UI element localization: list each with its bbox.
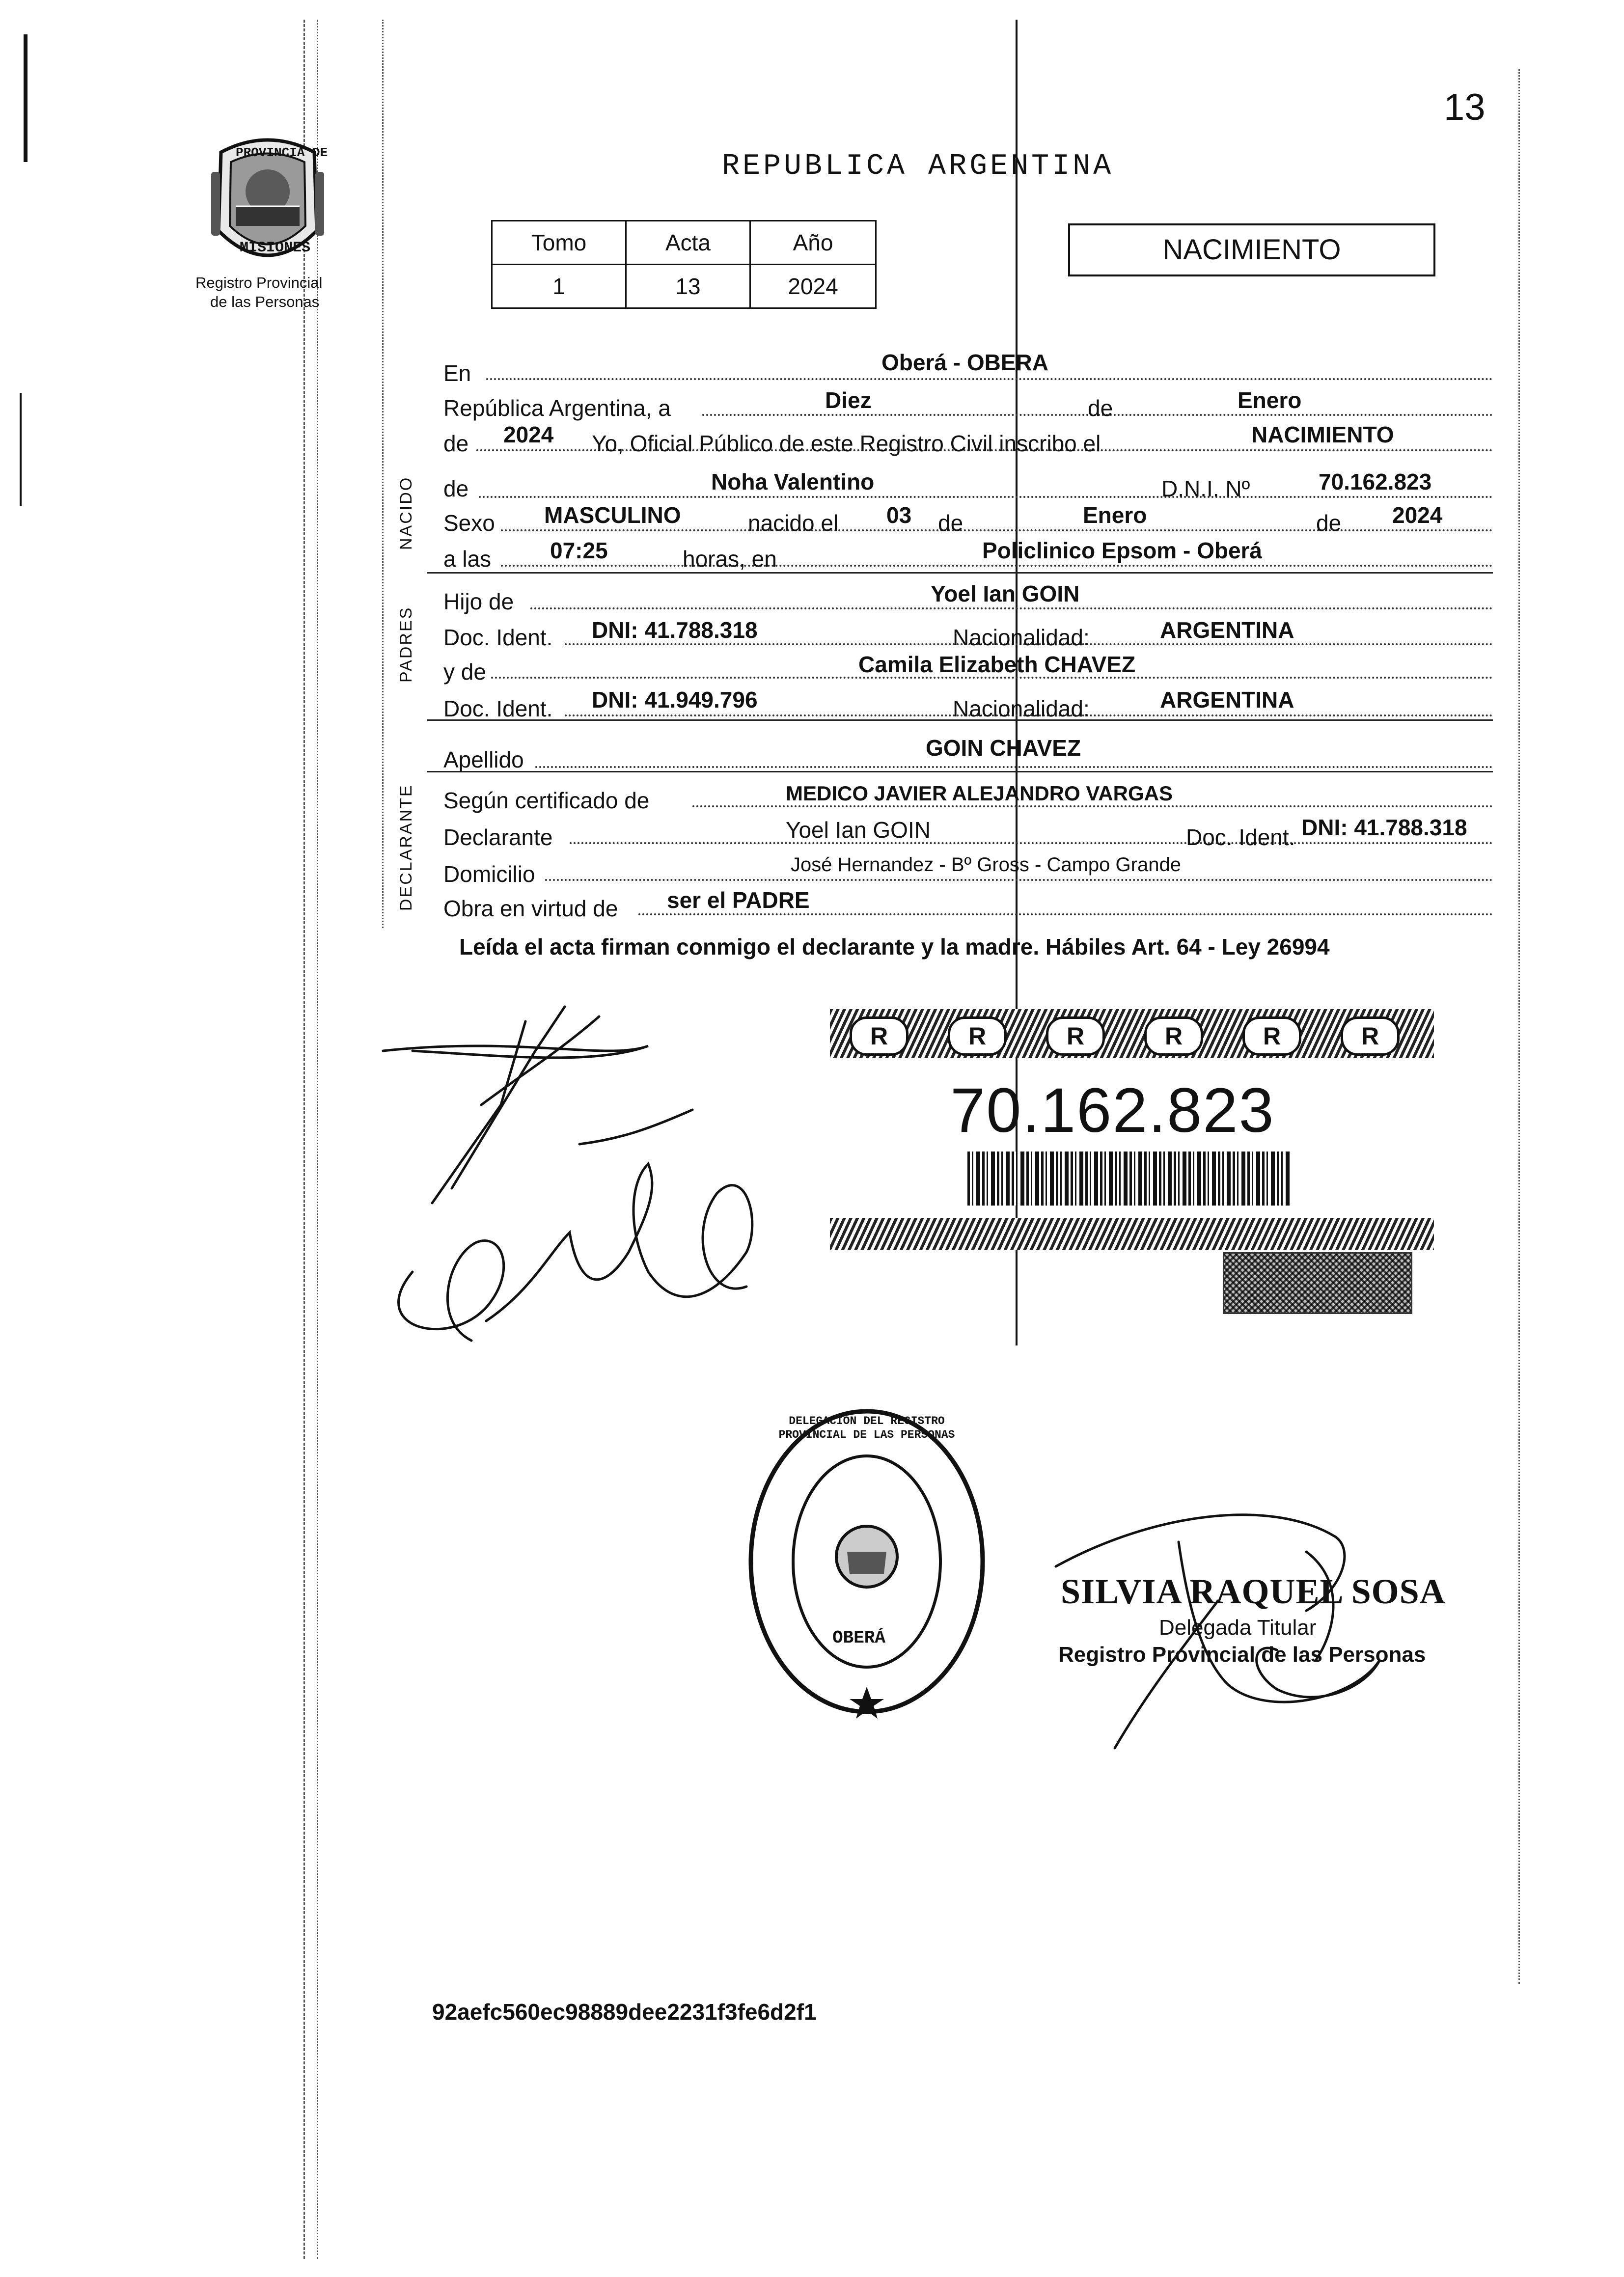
- margin-mark-left: [24, 34, 28, 162]
- row-line: [638, 913, 1493, 915]
- r-mark-badge: R: [1144, 1016, 1203, 1056]
- emblem-caption-2: de las Personas: [210, 293, 320, 310]
- label-apellido: Apellido: [443, 747, 524, 772]
- emblem-caption-1: Registro Provincial: [195, 274, 323, 291]
- delegation-stamp: [744, 1404, 990, 1719]
- side-label-nacido: NACIDO: [397, 476, 415, 550]
- margin-mark-left-lower: [20, 393, 22, 506]
- row-line: [570, 842, 1493, 844]
- side-label-padres: PADRES: [397, 606, 415, 683]
- hologram-pattern: [1223, 1252, 1412, 1314]
- birth-time-value: 07:25: [550, 538, 608, 563]
- register-table: [491, 220, 877, 309]
- row-line: [501, 565, 1493, 567]
- row-line: [530, 607, 1493, 609]
- table-cell: 1: [492, 265, 626, 308]
- oficial-text: Yo, Oficial Público de este Registro Civil inscribo el: [592, 431, 1101, 456]
- label-de: de: [1316, 510, 1342, 536]
- label-domicilio: Domicilio: [443, 861, 535, 887]
- r-mark-badge: R: [1242, 1016, 1301, 1056]
- table-cell: 13: [626, 265, 750, 308]
- father-nationality-value: ARGENTINA: [1160, 617, 1294, 643]
- r-mark-badge: R: [948, 1016, 1007, 1056]
- security-band-bottom: [830, 1218, 1434, 1250]
- emblem-bottom-ring: MISIONES: [240, 240, 311, 256]
- stamp-city: OBERÁ: [832, 1628, 886, 1648]
- margin-rule: [317, 20, 318, 2259]
- barcode: [967, 1152, 1292, 1206]
- row-line: [545, 879, 1493, 881]
- hash-code: 92aefc560ec98889dee2231f3fe6d2f1: [432, 1999, 817, 2025]
- official-office: Registro Provincial de las Personas: [1058, 1643, 1426, 1667]
- row-line: [501, 529, 1493, 531]
- label-nacionalidad: Nacionalidad:: [953, 625, 1090, 650]
- signature-official-icon: [1041, 1454, 1385, 1763]
- label-y-de: y de: [443, 659, 486, 685]
- mother-doc-value: DNI: 41.949.796: [592, 687, 758, 713]
- year-value: 2024: [503, 422, 554, 447]
- place-value: Oberá - OBERA: [881, 350, 1048, 375]
- label-en: En: [443, 360, 471, 386]
- mother-nationality-value: ARGENTINA: [1160, 687, 1294, 713]
- table-header: Año: [750, 221, 876, 265]
- label-de: de: [443, 476, 469, 501]
- day-value: Diez: [825, 387, 872, 413]
- label-declarante: Declarante: [443, 824, 553, 850]
- label-doc-ident: Doc. Ident.: [443, 696, 553, 721]
- surname-value: GOIN CHAVEZ: [926, 735, 1081, 761]
- r-mark-badge: R: [1046, 1016, 1105, 1056]
- label-a-las: a las: [443, 546, 492, 572]
- record-kind-value: NACIMIENTO: [1251, 422, 1394, 447]
- page-number: 13: [1444, 86, 1486, 128]
- signature-left-icon: [373, 977, 815, 1370]
- label-republica: República Argentina, a: [443, 395, 671, 421]
- table-header: Tomo: [492, 221, 626, 265]
- record-type-box: NACIMIENTO: [1068, 223, 1435, 276]
- birth-month-value: Enero: [1083, 502, 1147, 528]
- father-name-value: Yoel Ian GOIN: [931, 581, 1080, 606]
- stamp-ring-text: DELEGACION DEL REGISTRO PROVINCIAL DE LAS PERSONAS: [778, 1415, 955, 1441]
- row-line: [479, 496, 1493, 498]
- declarant-doc-value: DNI: 41.788.318: [1301, 815, 1467, 840]
- sex-value: MASCULINO: [544, 502, 681, 528]
- label-de: de: [938, 510, 963, 536]
- label-horas: horas, en: [683, 546, 777, 572]
- emblem-top-ring: PROVINCIA DE: [236, 145, 328, 160]
- address-value: José Hernandez - Bº Gross - Campo Grande: [791, 854, 1181, 876]
- birth-year-value: 2024: [1392, 502, 1443, 528]
- label-de: de: [443, 431, 469, 456]
- table-cell: 2024: [750, 265, 876, 308]
- birth-place-value: Policlinico Epsom - Oberá: [982, 538, 1263, 563]
- r-mark-badge: R: [850, 1016, 908, 1056]
- margin-rule: [303, 20, 305, 2259]
- obra-reason-value: ser el PADRE: [667, 887, 810, 913]
- official-title: Delegada Titular: [1159, 1616, 1317, 1640]
- province-emblem: [201, 133, 334, 275]
- table-row: [492, 265, 876, 308]
- label-certificado: Según certificado de: [443, 788, 650, 813]
- label-obra: Obra en virtud de: [443, 896, 618, 921]
- country-heading: REPUBLICA ARGENTINA: [722, 150, 1114, 183]
- label-nacionalidad: Nacionalidad:: [953, 696, 1090, 721]
- certifier-value: MEDICO JAVIER ALEJANDRO VARGAS: [786, 782, 1173, 805]
- label-de: de: [1088, 395, 1113, 421]
- official-name: SILVIA RAQUEL SOSA: [1061, 1572, 1446, 1611]
- label-declarant-doc: Doc. Ident.: [1186, 824, 1295, 850]
- r-mark-badge: R: [1341, 1016, 1400, 1056]
- label-nacido: nacido el: [748, 510, 839, 536]
- closing-text: Leída el acta firman conmigo el declarante y la madre. Hábiles Art. 64 - Ley 26994: [459, 934, 1330, 960]
- birth-day-value: 03: [886, 502, 912, 528]
- declarant-value: Yoel Ian GOIN: [786, 817, 931, 843]
- margin-rule: [382, 20, 384, 928]
- right-rule: [1518, 69, 1520, 1984]
- label-sexo: Sexo: [443, 510, 495, 536]
- child-name-value: Noha Valentino: [711, 469, 875, 494]
- security-label: [830, 1002, 1434, 1316]
- table-header: Acta: [626, 221, 750, 265]
- side-label-declarante: DECLARANTE: [397, 784, 415, 911]
- row-line: [692, 805, 1493, 807]
- father-doc-value: DNI: 41.788.318: [592, 617, 758, 643]
- table-header-row: [492, 221, 876, 265]
- security-number: 70.162.823: [950, 1075, 1275, 1146]
- month-value: Enero: [1238, 387, 1302, 413]
- section-divider: [427, 572, 1493, 574]
- label-dni: D.N.I. Nº: [1161, 476, 1250, 501]
- mother-name-value: Camila Elizabeth CHAVEZ: [858, 652, 1136, 677]
- row-line: [486, 378, 1493, 380]
- label-hijo-de: Hijo de: [443, 589, 514, 614]
- child-dni-value: 70.162.823: [1319, 469, 1432, 494]
- label-doc-ident: Doc. Ident.: [443, 625, 553, 650]
- section-divider: [427, 771, 1493, 772]
- row-line: [535, 766, 1493, 768]
- stamp-seal-icon: [744, 1404, 990, 1719]
